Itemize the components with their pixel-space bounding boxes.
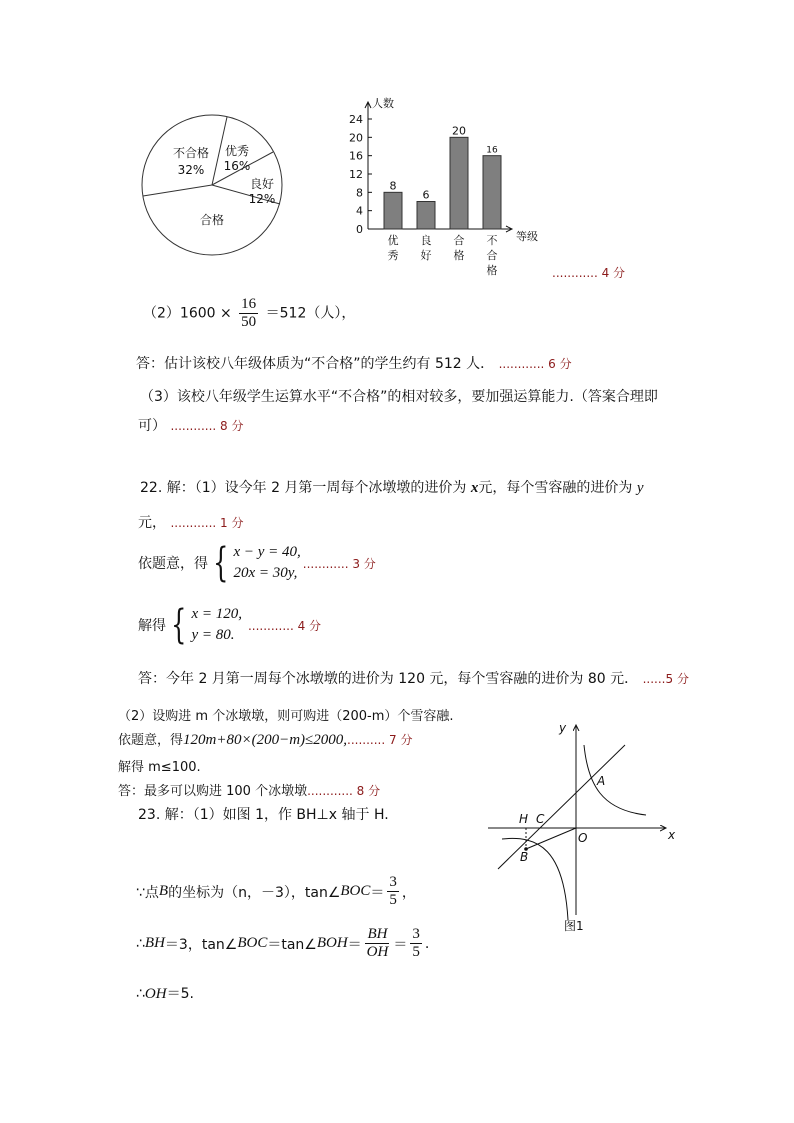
q22-equation-system: [208, 542, 301, 584]
label-y: y: [559, 721, 567, 735]
bar-category-label: 合: [486, 249, 498, 262]
q22-part2-answer-line: [118, 780, 380, 799]
segment-OB: [526, 828, 576, 849]
q22-eq2: 20x = 30y,: [233, 565, 298, 581]
q23-line4: [136, 983, 194, 1003]
q23-line1: 23. 解：（1）如图 1，作 BH⊥x 轴于 H.: [138, 807, 389, 823]
pie-percent-excellent: 16%: [223, 159, 251, 173]
q22-solution-system: [166, 604, 242, 646]
bar-category-label: 不: [486, 234, 498, 247]
figure-caption: 图1: [564, 919, 584, 933]
q23-l3-fraction1: [365, 926, 391, 961]
bar-y-tick-label: 0: [356, 223, 363, 236]
pie-label-fail: 不合格: [172, 146, 210, 160]
q23-l2-eq: ＝: [370, 884, 385, 901]
q23-l3-fraction2: [410, 926, 422, 961]
q23-line2: [136, 874, 416, 909]
left-brace-icon: {: [213, 540, 229, 586]
bar-category-label: 良: [420, 234, 432, 247]
q22-sol-prefix: 解得: [138, 618, 166, 634]
score-4b: ............ 4 分: [247, 618, 322, 633]
q22-inequality: 120m+80×(200−m)≤2000,: [183, 732, 348, 748]
pie-percent-fail: 32%: [177, 163, 205, 177]
q23-l4-end: ＝5.: [166, 986, 194, 1002]
bar: [417, 202, 435, 230]
pie-percent-good: 12%: [248, 192, 276, 206]
q22-ineq-prefix: 依题意，得: [118, 733, 184, 748]
bar-y-tick-label: 20: [349, 131, 363, 145]
q22-eq1: x − y = 40,: [233, 544, 301, 560]
bar: [450, 137, 468, 229]
q22-eq-prefix: 依题意，得: [138, 556, 208, 572]
q23-l3-frac2-den: 5: [412, 944, 420, 960]
q21-fraction-numerator: 16: [241, 296, 257, 312]
bar-chart: [330, 95, 550, 280]
q21-part2-line: [143, 296, 355, 331]
q21-part2-answer-line: [136, 353, 572, 373]
q21-fraction: [239, 296, 258, 331]
bar-y-tick-label: 12: [349, 168, 363, 181]
q21-fraction-denominator: 50: [241, 314, 257, 330]
q22-sol1: x = 120,: [191, 606, 242, 622]
pie-label-pass: 合格: [199, 213, 225, 227]
q22-solution-line: [138, 604, 321, 646]
bar-y-axis-label: 人数: [372, 97, 394, 110]
label-B: B: [520, 850, 529, 864]
bar-category-label: 好: [420, 249, 432, 262]
q23-l2-end: ，: [401, 884, 416, 901]
q22-part2-inequality-line: [118, 729, 412, 749]
q22-answer: 答：今年 2 月第一周每个冰墩墩的进价为 120 元，每个雪容融的进价为 80 元．: [138, 671, 639, 687]
bar-y-tick-label: 24: [349, 113, 363, 126]
q23-l3-BH: BH: [144, 935, 165, 951]
q22-part2-line1: （2）设购进 m 个冰墩墩，则可购进（200-m）个雪容融.: [118, 709, 454, 724]
q23-l3-frac2-num: 3: [412, 926, 420, 942]
q23-l3-prefix: ∴: [136, 935, 145, 952]
q22-part2-answer: 答：最多可以购进 100 个冰墩墩: [118, 784, 308, 799]
bar-value-label: 8: [389, 179, 397, 193]
q23-l3-frac1-num: BH: [367, 926, 388, 942]
q23-l2-den: 5: [389, 892, 397, 908]
q23-l3-end: .: [424, 935, 430, 952]
q21-part3-line2-text: 可）: [138, 418, 166, 434]
q23-l2-BOC: BOC: [340, 883, 371, 899]
bar-category-label: 合: [453, 234, 465, 247]
score-8b: ............ 8 分: [307, 784, 381, 798]
score-6: ............ 6 分: [498, 357, 572, 371]
q23-l4-OH: OH: [144, 986, 167, 1002]
q22-line1: [140, 477, 644, 497]
hyperbola-branch-1: [584, 745, 646, 815]
q23-l2-fraction: [387, 874, 399, 909]
q22-part2-solve: 解得 m≤100.: [118, 760, 201, 775]
bar-category-label: 格: [453, 249, 465, 262]
hyperbola-branch-3: [502, 838, 568, 920]
q23-l2-B: B: [158, 883, 169, 899]
q23-l2-num: 3: [389, 874, 397, 890]
q23-l4-prefix: ∴: [136, 986, 145, 1002]
q23-l3-eq: ＝: [347, 936, 362, 953]
q23-l2-prefix: ∵点: [136, 884, 159, 901]
q22-line2-text: 元，: [138, 515, 166, 531]
q21-part3-line1: （3）该校八年级学生运算水平“不合格”的相对较多，要加强运算能力.（答案合理即: [140, 389, 658, 405]
label-H: H: [519, 812, 529, 826]
figure-1: [484, 715, 684, 935]
q23-line3: [136, 926, 429, 961]
bar-category-label: 秀: [387, 249, 399, 262]
q22-equation-system-line: [138, 542, 376, 584]
line-AB: [498, 745, 625, 869]
score-3: ............ 3 分: [302, 556, 376, 571]
bar-x-axis-label: 等级: [516, 230, 538, 243]
left-brace-icon: {: [171, 602, 187, 648]
score-7: .......... 7 分: [347, 733, 413, 747]
label-x: x: [668, 828, 676, 842]
q22-line1-text: 22. 解：（1）设今年 2 月第一周每个冰墩墩的进价为: [140, 480, 467, 496]
q23-l3-BOH: BOH: [316, 935, 348, 951]
q21-part2-answer: 答：估计该校八年级体质为“不合格”的学生约有 512 人．: [136, 356, 495, 372]
score-1: ............ 1 分: [170, 516, 244, 530]
q23-l3-mid: ＝3，tan∠: [164, 936, 238, 953]
label-A: A: [597, 774, 606, 788]
q22-answer-line: [138, 668, 689, 688]
q22-line2: [138, 512, 244, 532]
bar: [483, 156, 501, 229]
q21-part3-line2: [138, 415, 244, 435]
q22-var-x: x: [470, 480, 479, 496]
q22-var-y: y: [636, 480, 644, 496]
bar-category-label: 优: [387, 234, 399, 247]
q22-sol2: y = 80.: [191, 627, 235, 643]
pie-label-excellent: 优秀: [224, 144, 250, 158]
q21-part2-suffix: ＝512（人），: [265, 305, 356, 322]
label-C: C: [536, 812, 545, 826]
q23-l3-frac1-den: OH: [366, 944, 389, 960]
score-8: ............ 8 分: [170, 419, 244, 433]
q23-l3-mid2: ＝tan∠: [267, 936, 317, 953]
q23-l3-BOC: BOC: [237, 935, 268, 951]
bar-value-label: 6: [422, 188, 430, 202]
pie-chart: [140, 112, 285, 258]
bar-y-tick-label: 16: [349, 149, 363, 163]
pie-label-good: 良好: [249, 177, 275, 191]
q23-l3-eq2: ＝: [393, 936, 408, 953]
bar-y-tick-label: 4: [356, 204, 363, 218]
bar-category-label: 格: [486, 264, 498, 277]
score-5: ......5 分: [642, 672, 689, 686]
bar: [384, 192, 402, 229]
bar-value-label: 16: [486, 145, 498, 156]
score-4: ............ 4 分: [552, 266, 626, 280]
q23-l2-mid: 的坐标为（n，－3），tan∠: [168, 884, 341, 901]
label-O: O: [578, 831, 588, 845]
bar-value-label: 20: [452, 124, 466, 138]
q22-line1b-text: 元，每个雪容融的进价为: [478, 480, 633, 496]
bar-y-tick-label: 8: [356, 186, 363, 200]
q21-part2-prefix: （2）1600 ×: [143, 305, 232, 322]
